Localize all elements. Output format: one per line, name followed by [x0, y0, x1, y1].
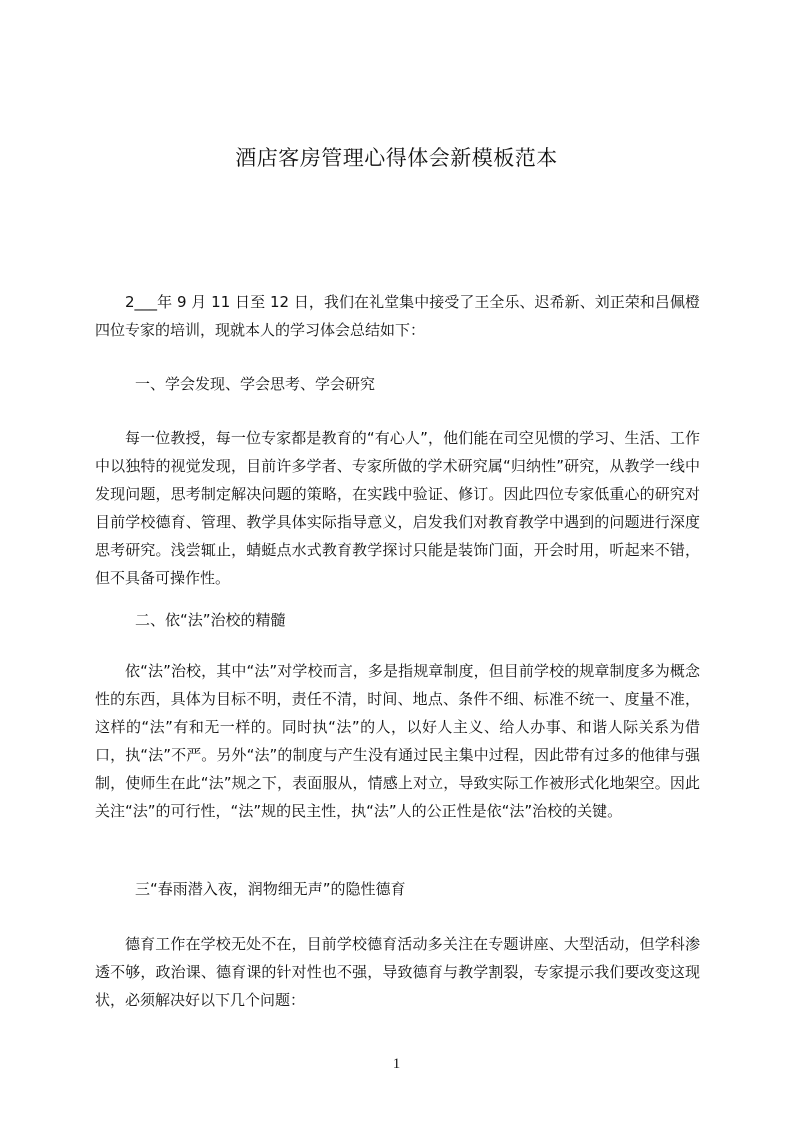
section-1-heading: 一、学会发现、学会思考、学会研究 — [135, 375, 376, 393]
section-2-body: 依“法”治校，其中“法”对学校而言，多是指规章制度，但目前学校的规章制度多为概念性的东西，具体为目标不明，责任不清，时间、地点、条件不细、标准不统一、度量不准，这样的“法”有和无一样的。同时执“法”的人，以好人主义、给人办事、和谐人际关系为借口，执“法”不严。另外“法”的制度与产生没有通过民主集中过程，因此带有过多的他律与强制，使师生在此“法”规之下，表面服从，情感上对立，导致实际工作被形式化地架空。因此关注“法”的可行性，“法”规的民主性，执“法”人的公正性是依“法”治校的关键。 — [95, 662, 700, 820]
section-3-heading: 三“春雨潜入夜，润物细无声”的隐性德育 — [135, 880, 406, 898]
intro-paragraph: 2___年 9 月 11 日至 12 日，我们在礼堂集中接受了王全乐、迟希新、刘正荣和吕佩橙四位专家的培训，现就本人的学习体会总结如下： — [95, 293, 700, 339]
section-2-heading: 二、依“法”治校的精髓 — [135, 611, 286, 629]
section-3-body: 德育工作在学校无处不在，目前学校德育活动多关注在专题讲座、大型活动，但学科渗透不够，政治课、德育课的针对性也不强，导致德育与教学割裂，专家提示我们要改变这现状，必须解决好以下几个问题： — [95, 935, 700, 1009]
page-number: 1 — [392, 1056, 401, 1072]
document-title: 酒店客房管理心得体会新模板范本 — [235, 146, 558, 170]
section-1-body: 每一位教授，每一位专家都是教育的“有心人”，他们能在司空见惯的学习、生活、工作中以独特的视觉发现，目前许多学者、专家所做的学术研究属“归纳性”研究，从教学一线中发现问题，思考制定解决问题的策略，在实践中验证、修订。因此四位专家低重心的研究对目前学校德育、管理、教学具体实际指导意义，启发我们对教育教学中遇到的问题进行深度思考研究。浅尝辄止，蜻蜓点水式教育教学探讨只能是装饰门面，开会时用，听起来不错，但不具备可操作性。 — [95, 429, 700, 587]
